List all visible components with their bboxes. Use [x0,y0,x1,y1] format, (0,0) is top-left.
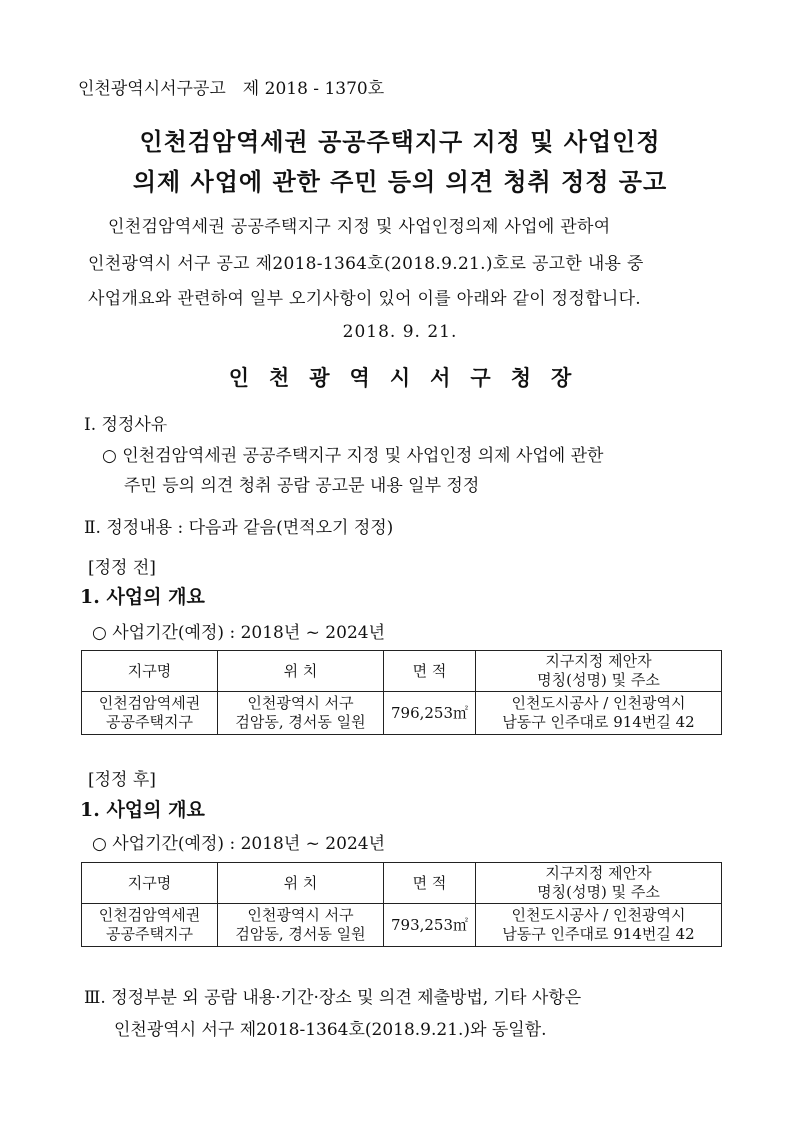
after-project-period: ○ 사업기간(예정) : 2018년 ~ 2024년 [92,834,385,854]
cell-proposer [476,692,722,735]
cell-proposer-line-2: 남동구 인주대로 914번길 42 [502,713,695,731]
after-overview-heading: 1. 사업의 개요 [80,799,205,821]
notice-number: 인천광역시서구공고 제 2018 - 1370호 [78,79,385,99]
cell-proposer-line-1: 인천도시공사 / 인천광역시 [511,906,686,924]
before-correction-label: [정정 전] [88,558,156,578]
cell-proposer-line-2: 남동구 인주대로 914번길 42 [502,925,695,943]
cell-district [82,692,218,735]
header-proposer [476,651,722,692]
after-correction-label: [정정 후] [88,770,156,790]
cell-district-line-1: 인천검암역세권 [98,906,201,924]
table-row [82,904,722,947]
header-proposer [476,863,722,904]
cell-location-line-1: 인천광역시 서구 [247,906,354,924]
document-title-line-2: 의제 사업에 관한 주민 등의 의견 청취 정정 공고 [132,167,668,196]
header-district: 지구명 [82,863,218,904]
table-header-row [82,863,722,904]
cell-location [218,692,384,735]
header-area: 면 적 [384,863,476,904]
section-1-item-line-2: 주민 등의 의견 청취 공람 공고문 내용 일부 정정 [124,476,480,496]
notice-date: 2018. 9. 21. [342,322,458,342]
intro-line-3: 사업개요와 관련하여 일부 오기사항이 있어 이를 아래와 같이 정정합니다. [88,289,641,309]
cell-area: 793,253㎡ [384,904,476,947]
header-district: 지구명 [82,651,218,692]
table-row [82,692,722,735]
header-location: 위 치 [218,863,384,904]
cell-location-line-1: 인천광역시 서구 [247,694,354,712]
cell-proposer [476,904,722,947]
document-title-line-1: 인천검암역세권 공공주택지구 지정 및 사업인정 [139,127,661,156]
intro-line-1: 인천검암역세권 공공주택지구 지정 및 사업인정의제 사업에 관하여 [108,217,611,237]
after-overview-table [81,862,722,947]
intro-line-2: 인천광역시 서구 공고 제2018-1364호(2018.9.21.)호로 공고한 내용 중 [88,254,644,274]
section-1-heading: Ⅰ. 정정사유 [84,415,168,435]
cell-district-line-1: 인천검암역세권 [98,694,201,712]
header-proposer-line-2: 명칭(성명) 및 주소 [537,671,660,689]
header-proposer-line-1: 지구지정 제안자 [545,652,652,670]
header-location: 위 치 [218,651,384,692]
header-proposer-line-1: 지구지정 제안자 [545,864,652,882]
section-1-item-line-1: ○ 인천검암역세권 공공주택지구 지정 및 사업인정 의제 사업에 관한 [102,446,604,466]
issuer-name: 인천광역시서구청장 [228,365,592,390]
cell-area: 796,253㎡ [384,692,476,735]
header-area: 면 적 [384,651,476,692]
cell-location [218,904,384,947]
cell-district-line-2: 공공주택지구 [106,713,193,731]
before-overview-table [81,650,722,735]
before-project-period: ○ 사업기간(예정) : 2018년 ~ 2024년 [92,623,385,643]
cell-district-line-2: 공공주택지구 [106,925,193,943]
section-3-line-1: Ⅲ. 정정부분 외 공람 내용·기간·장소 및 의견 제출방법, 기타 사항은 [84,988,582,1008]
cell-proposer-line-1: 인천도시공사 / 인천광역시 [511,694,686,712]
table-header-row [82,651,722,692]
cell-district [82,904,218,947]
before-overview-heading: 1. 사업의 개요 [80,586,205,608]
cell-location-line-2: 검암동, 경서동 일원 [235,713,366,731]
section-3-line-2: 인천광역시 서구 제2018-1364호(2018.9.21.)와 동일함. [114,1020,547,1040]
cell-location-line-2: 검암동, 경서동 일원 [235,925,366,943]
header-proposer-line-2: 명칭(성명) 및 주소 [537,883,660,901]
section-2-heading: Ⅱ. 정정내용 : 다음과 같음(면적오기 정정) [84,518,394,538]
